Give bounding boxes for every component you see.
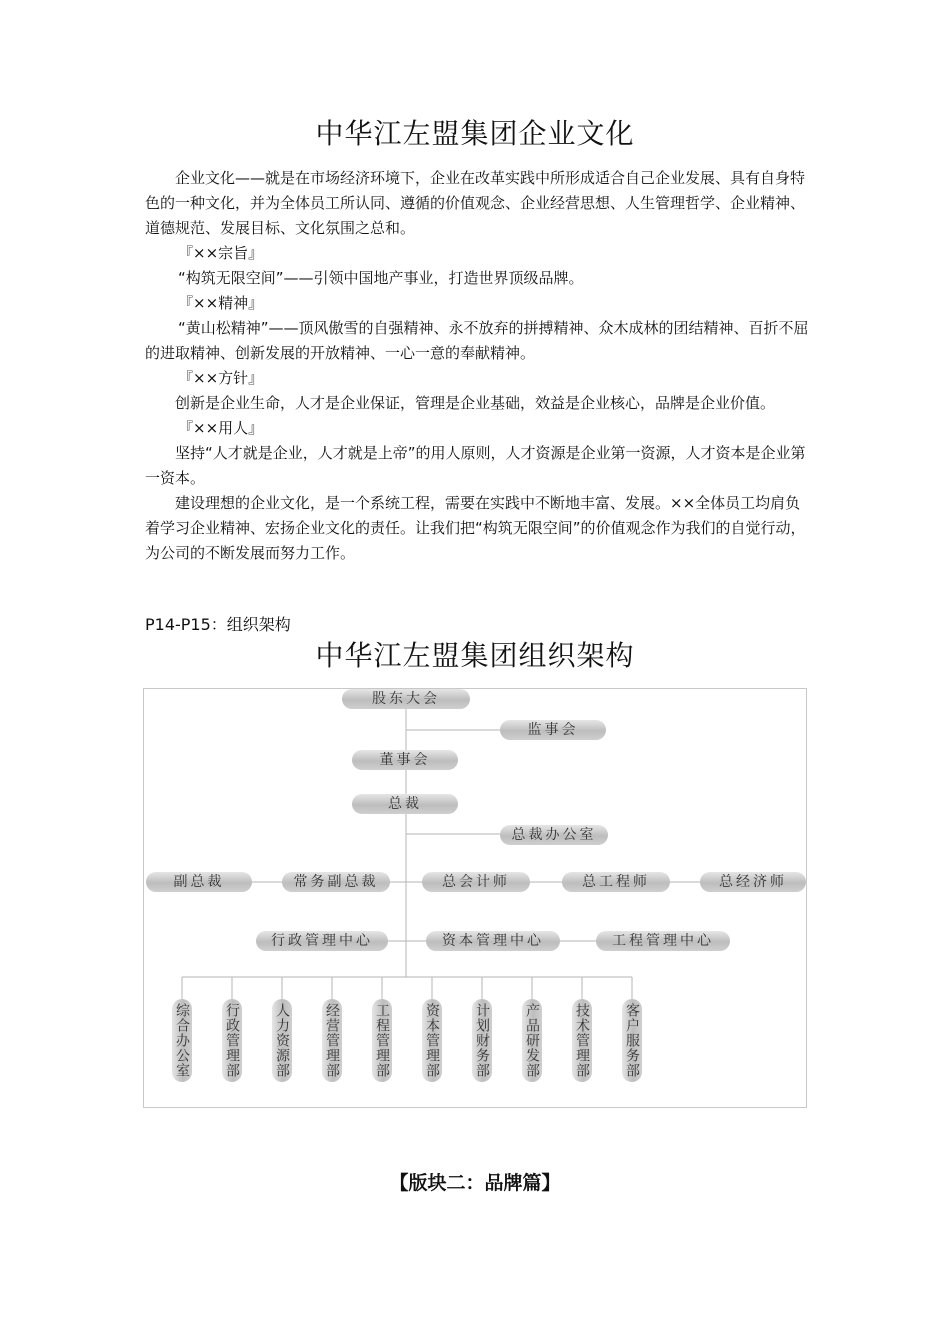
node-supervisors: 监事会 — [500, 720, 606, 740]
dept-planning-finance: 计划财务部 — [472, 999, 492, 1082]
culture-subheading: 『××方针』 — [178, 369, 264, 387]
dept-capital: 资本管理部 — [422, 999, 442, 1082]
org-chart-title: 中华江左盟集团组织架构 — [315, 639, 635, 672]
node-vice-president: 副总裁 — [146, 872, 252, 892]
page-reference: P14-P15：组织架构 — [145, 615, 291, 634]
culture-paragraph: 坚持“人才就是企业，人才就是上帝”的用人原则，人才资源是企业第一资源，人才资本是企业第一资本。 — [145, 444, 806, 487]
culture-paragraph: 建设理想的企业文化，是一个系统工程，需要在实践中不断地丰富、发展。××全体员工均肩负着学习企业精神、宏扬企业文化的责任。让我们把“构筑无限空间”的价值观念作为我们的自觉行动，为公司的不断发展而努力工作。 — [145, 494, 806, 562]
culture-subheading: 『××精神』 — [178, 294, 264, 312]
node-executive-vice-president: 常务副总裁 — [282, 872, 390, 892]
section-heading: 【版块二：品牌篇】 — [389, 1172, 561, 1194]
culture-subheading: “黄山松精神”——顶风傲雪的自强精神、永不放弃的拼搏精神、众木成林的团结精神、百折不屈的进取精神、创新发展的开放精神、一心一意的奉献精神。 — [145, 319, 809, 362]
node-president: 总裁 — [352, 794, 458, 814]
node-chief-accountant: 总会计师 — [422, 872, 530, 892]
culture-paragraph: 企业文化——就是在市场经济环境下，企业在改革实践中所形成适合自己企业发展、具有自身特色的一种文化，并为全体员工所认同、遵循的价值观念、企业经营思想、人生管理哲学、企业精神、道德规范、发展目标、文化氛围之总和。 — [145, 169, 806, 237]
dept-product-rd: 产品研发部 — [522, 999, 542, 1082]
node-chief-engineer: 总工程师 — [562, 872, 670, 892]
node-chief-economist: 总经济师 — [700, 872, 806, 892]
dept-administration: 行政管理部 — [222, 999, 242, 1082]
culture-subheading: “构筑无限空间”——引领中国地产事业，打造世界顶级品牌。 — [178, 269, 584, 287]
node-president-office: 总裁办公室 — [500, 825, 608, 845]
dept-customer-service: 客户服务部 — [622, 999, 642, 1082]
node-admin-center: 行政管理中心 — [256, 931, 388, 951]
node-shareholders: 股东大会 — [342, 689, 470, 709]
dept-human-resources: 人力资源部 — [272, 999, 292, 1082]
dept-operations: 经营管理部 — [322, 999, 342, 1082]
node-board: 董事会 — [352, 750, 458, 770]
culture-subheading: 『××宗旨』 — [178, 244, 264, 262]
dept-general-office: 综合办公室 — [172, 999, 192, 1082]
node-engineering-center: 工程管理中心 — [596, 931, 730, 951]
node-capital-center: 资本管理中心 — [426, 931, 560, 951]
dept-technology: 技术管理部 — [572, 999, 592, 1082]
culture-paragraph: 创新是企业生命，人才是企业保证，管理是企业基础，效益是企业核心，品牌是企业价值。 — [175, 394, 776, 412]
culture-subheading: 『××用人』 — [178, 419, 264, 437]
culture-body — [145, 166, 809, 566]
culture-title: 中华江左盟集团企业文化 — [315, 117, 635, 150]
dept-engineering: 工程管理部 — [372, 999, 392, 1082]
org-chart — [143, 688, 807, 1108]
